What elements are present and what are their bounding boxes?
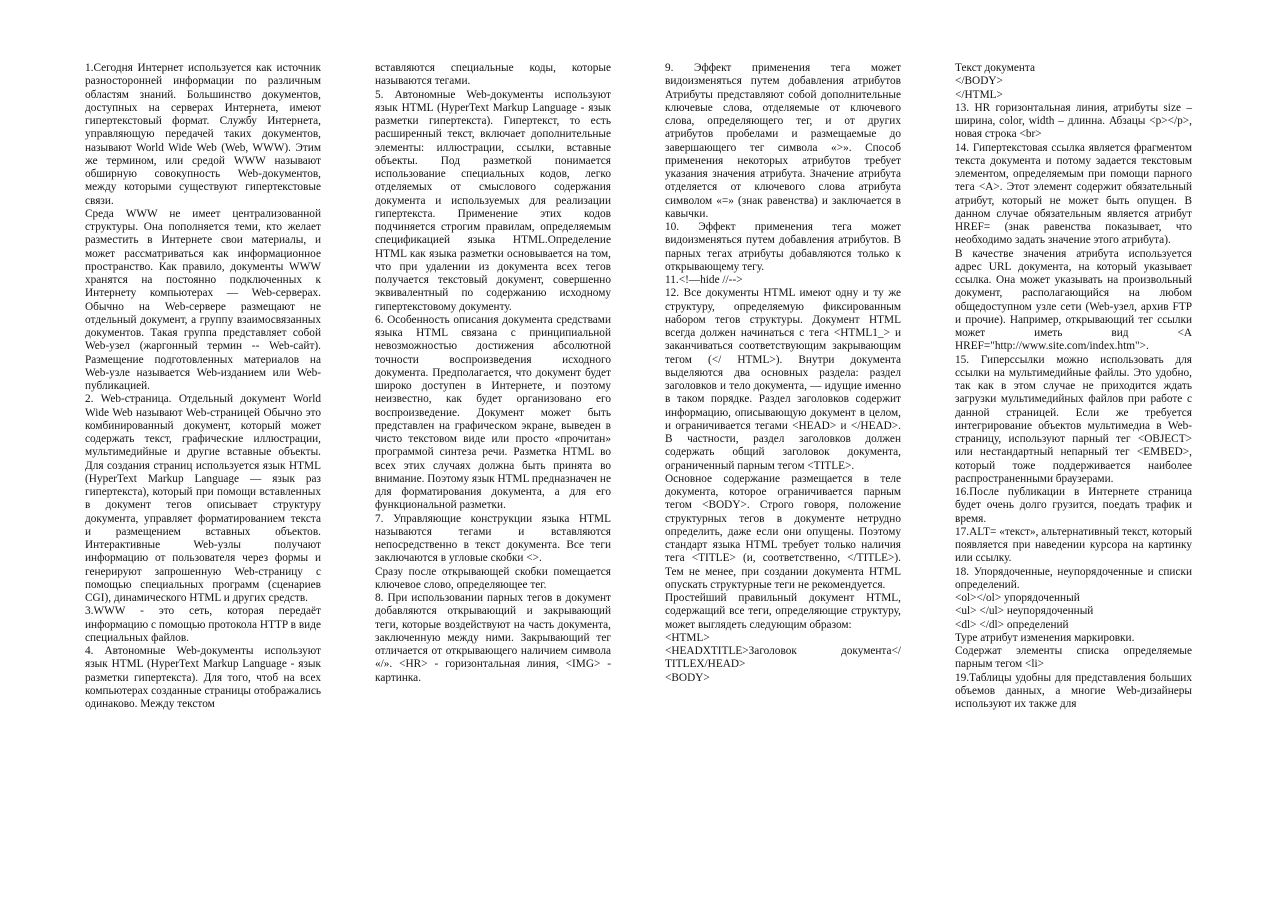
- paragraph: 5. Автономные Web-документы используют язык HTML (HyperText Markup Language - язык разметки гипертекста). Гипертекст, то есть расширенный текст, включает дополнительные элементы: иллюстрации, ссылки, вставные объекты. Под разметкой понимается использование специальных кодов, легко отделяемых от смыслового содержания документа и используемых для реализации гипертекста. Применение этих кодов подчиняется строгим правилам, определяемым спецификацией языка HTML.Определение HTML как языка разметки основывается на том, что при удалении из документа всех тегов получается текстовый документ, совершенно эквивалентный по содержанию исходному гипертекстовому документу.: [375, 88, 611, 313]
- paragraph: 7. Управляющие конструкции языка HTML называются тегами и вставляются непосредственно в текст документа. Все теги заключаются в угловые скобки <>.: [375, 512, 611, 565]
- text-column-4: [955, 62, 1192, 711]
- code-line: <HTML>: [665, 631, 710, 644]
- code-line: </BODY>: [955, 75, 1003, 88]
- paragraph: Содержат элементы списка определяемые парным тегом <li>: [955, 645, 1192, 671]
- paragraph: В качестве значения атрибута используется адрес URL документа, на который указывает ссылка. Она может указывать на произвольный документ, располагающийся на любом общедоступном узле сети (Web-узел, архив FTP и прочие). Например, открывающий тег ссылки может иметь вид <A HREF="http://www.site.com/index.htm">.: [955, 247, 1192, 353]
- list-line: <dl> </dl> определений: [955, 618, 1069, 631]
- paragraph: 2. Web-страница. Отдельный документ World Wide Web называют Web-страницей Обычно это комбинированный документ, который может содержать текст, графические иллюстрации, мультимедийные и другие вставные объекты. Для создания страниц используется язык HTML (HyperText Markup Language — язык раз гипертекста), который при помощи вставленных в документ тегов описывает структуру документа, управляет форматированием текста и размещением вставных объектов. Интерактивные Web-узлы получают информацию от пользователя через формы и генерируют запрошенную Web-страницу с помощью специальных программ (сценариев CGI), динамического HTML и других средств.: [85, 393, 321, 604]
- paragraph: 4. Автономные Web-документы используют язык HTML (HyperText Markup Language - язык разметки гипертекста). Для того, чтоб на всех компьютерах созданные страницы отображались одинаково. Между текстом: [85, 645, 321, 710]
- paragraph: 12. Все документы HTML имеют одну и ту же структуру, определяемую фиксированным набором тегов структуры. Документ HTML всегда должен начинаться с тега <HTML1_> и заканчиваться соответствующим закрывающим тегом (</ HTML>). Внутри документа выделяются два основных раздела: раздел заголовков и тело документа, — идущие именно в таком порядке. Раздел заголовков содержит информацию, описывающую документ в целом, и ограничивается тегами <HEAD> и </HEAD>. В частности, раздел заголовков должен содержать общий заголовок документа, ограниченный парным тегом <TITLE>.: [665, 287, 901, 472]
- paragraph: Type атрибут изменения маркировки.: [955, 631, 1135, 644]
- text-column-3: [665, 62, 901, 685]
- paragraph: 6. Особенность описания документа средствами языка HTML связана с принципиальной невозможностью достижения абсолютной точности воспроизведения исходного документа. Предполагается, что документ будет широко доступен в Интернете, и поэтому неизвестно, как будет организовано его воспроизведение. Документ может быть представлен на графическом экране, выведен в чисто текстовом виде или просто «прочитан» программой синтеза речи. Разметка HTML во всех этих случаях должна быть принята во внимание. Поэтому язык HTML предназначен не для форматирования документа, а для его функциональной разметки.: [375, 313, 611, 512]
- paragraph: 14. Гипертекстовая ссылка является фрагментом текста документа и потому задается текстовым элементом, определяемым при помощи парного тега <А>. Этот элемент содержит обязательный атрибут, который не может быть опущен. В данном случае обязательным является атрибут HREF= (знак равенства показывает, что необходимо задать значение этого атрибута).: [955, 141, 1192, 247]
- code-line: Текст документа: [955, 62, 1035, 74]
- paragraph: 16.После публикации в Интернете страница будет очень долго грузится, поедать трафик и время.: [955, 486, 1192, 525]
- paragraph: 3.WWW - это сеть, которая передаёт информацию с помощью протокола HTTP в виде специальных файлов.: [85, 605, 321, 644]
- paragraph: вставляются специальные коды, которые называются тегами.: [375, 62, 611, 88]
- paragraph: 9. Эффект применения тега может видоизменяться путем добавления атрибутов Атрибуты представляют собой дополнительные ключевые слова, отделяемые от ключевого слова, определяющего тег, и от других атрибутов пробелами и размещаемые до завершающего тег символа «>». Способ применения некоторых атрибутов требует указания значения атрибута. Значение атрибута отделяется от ключевого слова атрибута символом «=» (знак равенства) и заключается в кавычки.: [665, 62, 901, 220]
- paragraph: Сразу после открывающей скобки помещается ключевое слово, определяющее тег.: [375, 565, 611, 591]
- list-line: <ul> </ul> неупорядоченный: [955, 605, 1094, 618]
- paragraph: 10. Эффект применения тега может видоизменяться путем добавления атрибутов. В парных тегах атрибуты добавляются только к открывающему тегу.: [665, 221, 901, 273]
- paragraph: 11.<!—hide //-->: [665, 274, 743, 286]
- paragraph: Среда WWW не имеет централизованной структуры. Она пополняется теми, кто желает разместить в Интернете свои материалы, и может рассматриваться как информационное пространство. Как правило, документы WWW хранятся на постоянно подключенных к Интернету компьютерах — Web-серверах. Обычно на Web-сервере размещают не отдельный документ, а группу взаимосвязанных документов. Такая группа представляет собой Web-узел (жаргонный термин -- Web-сайт). Размещение подготовленных материалов на Web-узле называется Web-изданием или Web-публикацией.: [85, 207, 321, 392]
- text-column-2: [375, 62, 611, 685]
- paragraph: Основное содержание размещается в теле документа, которое ограничивается парным тегом <BODY>. Строго говоря, положение структурных тегов в документе нетрудно определить, даже если они опущены. Поэтому стандарт языка HTML требует только наличия тега <TITLE> (и, соответственно, </TITLE>). Тем не менее, при создании документа HTML опускать структурные теги не рекомендуется.: [665, 472, 901, 591]
- paragraph: 13. HR горизонтальная линия, атрибуты size – ширина, color, width – длинна. Абзацы <p></p>, новая строка <br>: [955, 101, 1192, 141]
- code-line: </HTML>: [955, 88, 1003, 101]
- paragraph: 18. Упорядоченные, неупорядоченные и списки определений.: [955, 565, 1192, 591]
- paragraph: 19.Таблицы удобны для представления больших объемов данных, а многие Web-дизайнеры используют их также для: [955, 671, 1192, 710]
- paragraph: Простейший правильный документ HTML, содержащий все теги, определяющие структуру, может выглядеть следующим образом:: [665, 592, 901, 631]
- code-line: <BODY>: [665, 671, 710, 684]
- code-line: <HEADXTITLE>Заголовок документа</ TITLEX/HEAD>: [665, 645, 901, 671]
- paragraph: 1.Сегодня Интернет используется как источник разносторонней информации по различным областям знаний. Большинство документов, доступных на серверах Интернета, имеют гипертекстовый формат. Службу Интернета, управляющую передачей таких документов, называют World Wide Web (Web, WWW). Этим же термином, или средой WWW называют обширную совокупность Web-документов, между которыми существуют гипертекстовые связи.: [85, 62, 321, 207]
- list-line: <ol></ol> упорядоченный: [955, 592, 1080, 604]
- paragraph: 17.ALT= «текст», альтернативный текст, который появляется при наведении курсора на картинку или ссылку.: [955, 525, 1192, 565]
- paragraph: 15. Гиперссылки можно использовать для ссылки на мультимедийные файлы. Это удобно, так как в этом случае не приходится ждать загрузки мультимедийных файлов при работе с данной страницей. Если же требуется интегрирование объектов мультимедиа в Web-страницу, используют парный тег <OBJECT> или нестандартный непарный тег <EMBED>, который тоже поддерживается наиболее распространенными браузерами.: [955, 353, 1192, 485]
- paragraph: 8. При использовании парных тегов в документ добавляются открывающий и закрывающий теги, которые воздействуют на часть документа, заключенную между ними. Закрывающий тег отличается от открывающего наличием символа «/». <HR> - горизонтальная линия, <IMG> - картинка.: [375, 592, 611, 684]
- text-column-1: [85, 62, 321, 711]
